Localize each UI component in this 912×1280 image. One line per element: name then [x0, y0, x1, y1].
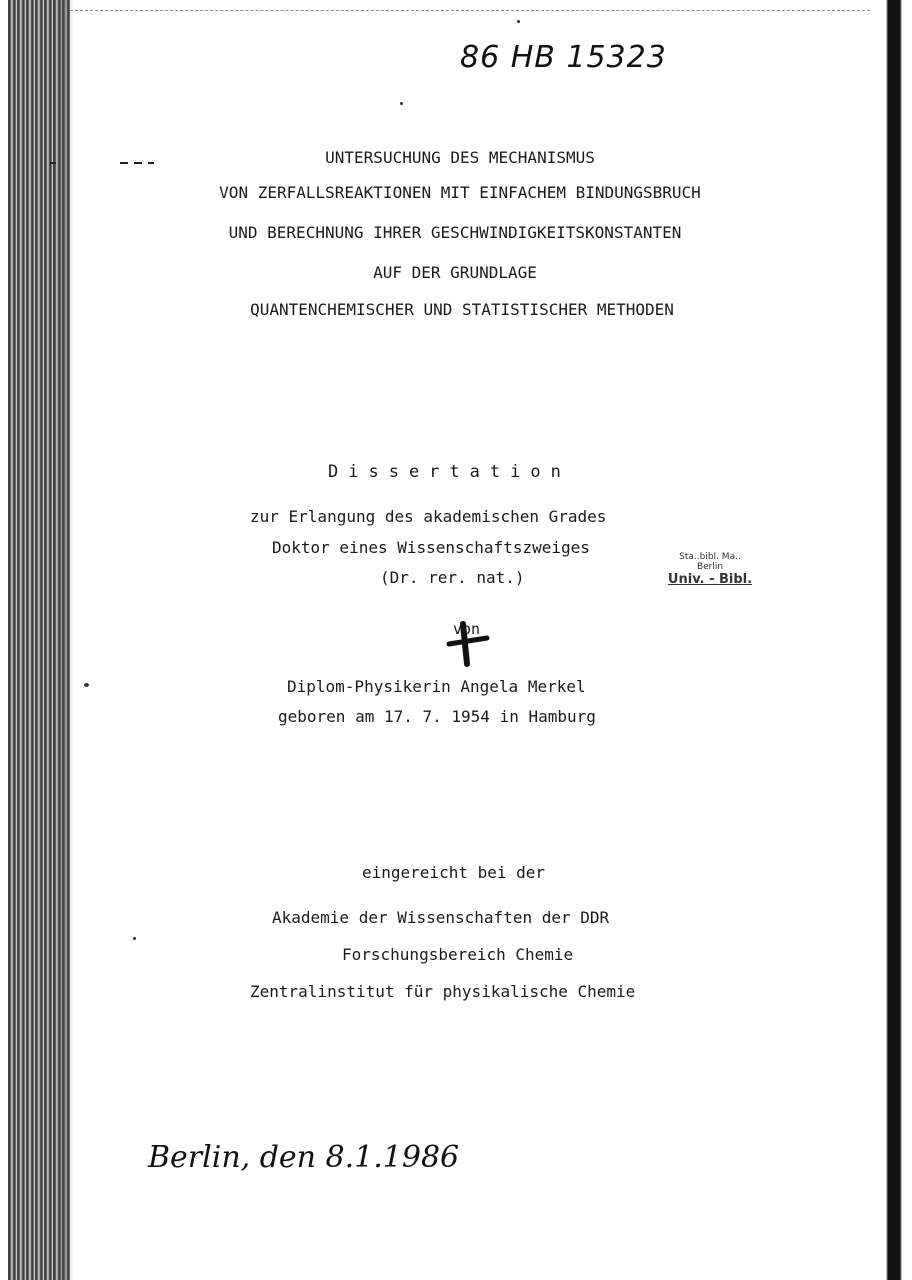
scan-speck [517, 20, 520, 23]
scan-speck [133, 937, 136, 940]
von-label: von [453, 620, 481, 638]
catalog-number-stamp: 86 HB 15323 [460, 40, 667, 75]
institution-line-1: Akademie der Wissenschaften der DDR [272, 908, 610, 927]
dissertation-heading: Dissertation [328, 462, 571, 482]
degree-abbreviation: (Dr. rer. nat.) [380, 568, 525, 587]
title-line-2: VON ZERFALLSREAKTIONEN MIT EINFACHEM BINDUNGSBRUCH [219, 183, 701, 202]
library-stamp [650, 552, 770, 587]
institution-line-3: Zentralinstitut für physikalische Chemie [250, 982, 636, 1001]
title-line-1: UNTERSUCHUNG DES MECHANISMUS [325, 148, 595, 167]
purpose-line: zur Erlangung des akademischen Grades [250, 507, 607, 526]
title-line-3: UND BERECHNUNG IHRER GESCHWINDIGKEITSKONSTANTEN [228, 223, 682, 242]
author-name-line: Diplom-Physikerin Angela Merkel [287, 677, 586, 696]
library-stamp-name: Univ. - Bibl. [667, 572, 753, 587]
right-page-edge [882, 0, 912, 1280]
title-line-5: QUANTENCHEMISCHER UND STATISTISCHER METHODEN [250, 300, 674, 319]
handwritten-place-date: Berlin, den 8.1.1986 [148, 1140, 460, 1175]
institution-line-2: Forschungsbereich Chemie [342, 945, 574, 964]
top-scan-line [70, 10, 870, 12]
author-birth-line: geboren am 17. 7. 1954 in Hamburg [278, 707, 596, 726]
title-line-4: AUF DER GRUNDLAGE [373, 263, 537, 282]
submission-intro: eingereicht bei der [362, 863, 546, 882]
degree-line: Doktor eines Wissenschaftszweiges [272, 538, 590, 557]
binding-shadow [60, 0, 74, 1280]
library-stamp-top: Sta..bibl. Ma.. [679, 552, 741, 562]
margin-dash [50, 162, 56, 164]
scan-speck [84, 683, 89, 687]
library-stamp-city: Berlin [696, 562, 724, 572]
scan-speck [400, 102, 403, 105]
